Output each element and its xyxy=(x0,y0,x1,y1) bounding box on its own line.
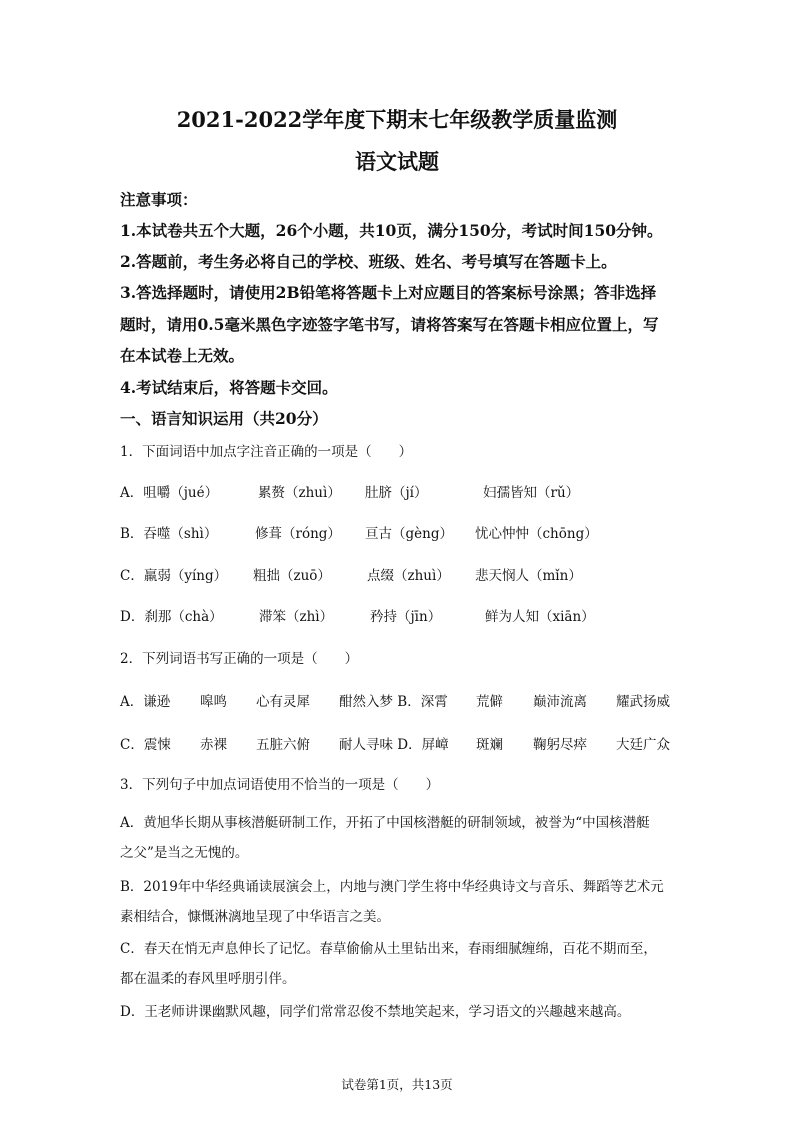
option-text: 心有灵犀 xyxy=(256,694,310,710)
option-text: 荒僻 xyxy=(476,694,503,710)
option-line: 之父”是当之无愧的。 xyxy=(120,845,249,861)
exam-subtitle: 语文试题 xyxy=(355,149,439,174)
exam-title: 2021-2022学年度下期末七年级教学质量监测 xyxy=(176,107,618,132)
option-text: 耀武扬威 xyxy=(616,694,670,710)
option-text: A．谦逊 xyxy=(120,694,171,710)
option-text: 鲜为人知（xiān） xyxy=(485,609,595,625)
option-text: 悲天悯人（mǐn） xyxy=(475,568,582,584)
option-text: 亘古（gèng） xyxy=(365,526,453,542)
option-text: 累赘（zhuì） xyxy=(258,485,341,501)
option-text: 巅沛流离 xyxy=(533,694,587,710)
option-text: 忧心忡忡（chōng） xyxy=(475,526,598,542)
question-1-stem: 1．下面词语中加点字注音正确的一项是（ ） xyxy=(120,444,413,460)
option-line: 素相结合，慷慨淋漓地呈现了中华语言之美。 xyxy=(120,909,390,925)
notes-heading: 注意事项： xyxy=(120,190,198,209)
option-text: 五脏六俯 xyxy=(256,737,310,753)
note-line: 3.答选择题时，请使用2B铅笔将答题卡上对应题目的答案标号涂黑；答非选择 xyxy=(120,283,657,302)
note-line: 4.考试结束后，将答题卡交回。 xyxy=(120,378,338,397)
option-text: 嗥鸣 xyxy=(200,694,227,710)
option-text: D．刹那（chà） xyxy=(120,609,223,625)
option-text: A．咀嚼（jué） xyxy=(120,485,219,501)
option-text: 鞠躬尽瘁 xyxy=(533,737,587,753)
note-line: 在本试卷上无效。 xyxy=(120,346,245,365)
option-text: 耐人寻味 D．屏嶂 xyxy=(339,737,449,753)
option-line: B．2019年中华经典诵读展演会上，内地与澳门学生将中华经典诗文与音乐、舞蹈等艺术元 xyxy=(120,879,664,895)
option-text: 点缀（zhuì） xyxy=(367,568,450,584)
option-line: C．春天在悄无声息伸长了记忆。春草偷偷从土里钻出来，春雨细腻缠绵，百花不期而至， xyxy=(120,941,657,957)
note-line: 题时，请用0.5毫米黑色字迹签字笔书写，请将答案写在答题卡相应位置上，写 xyxy=(120,315,659,334)
option-text: 赤裸 xyxy=(200,737,227,753)
page-footer: 试卷第1页，共13页 xyxy=(341,1077,453,1092)
option-text: 妇孺皆知（rǔ） xyxy=(483,485,580,501)
option-line: A．黄旭华长期从事核潜艇研制工作，开拓了中国核潜艇的研制领域，被誉为“中国核潜艇 xyxy=(120,815,650,831)
option-text: 斑斓 xyxy=(476,737,503,753)
option-text: C．羸弱（yíng） xyxy=(120,568,228,584)
option-text: 滞笨（zhì） xyxy=(259,609,334,625)
option-text: 矜持（jīn） xyxy=(370,609,442,625)
option-text: C．震悚 xyxy=(120,737,171,753)
note-line: 1.本试卷共五个大题，26个小题，共10页，满分150分，考试时间150分钟。 xyxy=(120,221,663,240)
note-line: 2.答题前，考生务必将自己的学校、班级、姓名、考号填写在答题卡上。 xyxy=(120,252,617,271)
option-line: 都在温柔的春风里呼朋引伴。 xyxy=(120,971,296,987)
option-line: D．王老师讲课幽默风趣，同学们常常忍俊不禁地笑起来，学习语文的兴趣越来越高。 xyxy=(120,1004,631,1020)
question-2-stem: 2．下列词语书写正确的一项是（ ） xyxy=(120,651,359,667)
option-text: 肚脐（jí） xyxy=(365,485,428,501)
option-text: 酣然入梦 B．深霄 xyxy=(339,694,448,710)
option-text: B．吞噬（shì） xyxy=(120,526,218,542)
section-heading: 一、语言知识运用（共20分） xyxy=(120,409,328,428)
question-3-stem: 3．下列句子中加点词语使用不恰当的一项是（ ） xyxy=(120,777,440,793)
option-text: 大廷广众 xyxy=(616,737,670,753)
option-text: 修葺（róng） xyxy=(255,526,341,542)
option-text: 粗拙（zuō） xyxy=(253,568,331,584)
